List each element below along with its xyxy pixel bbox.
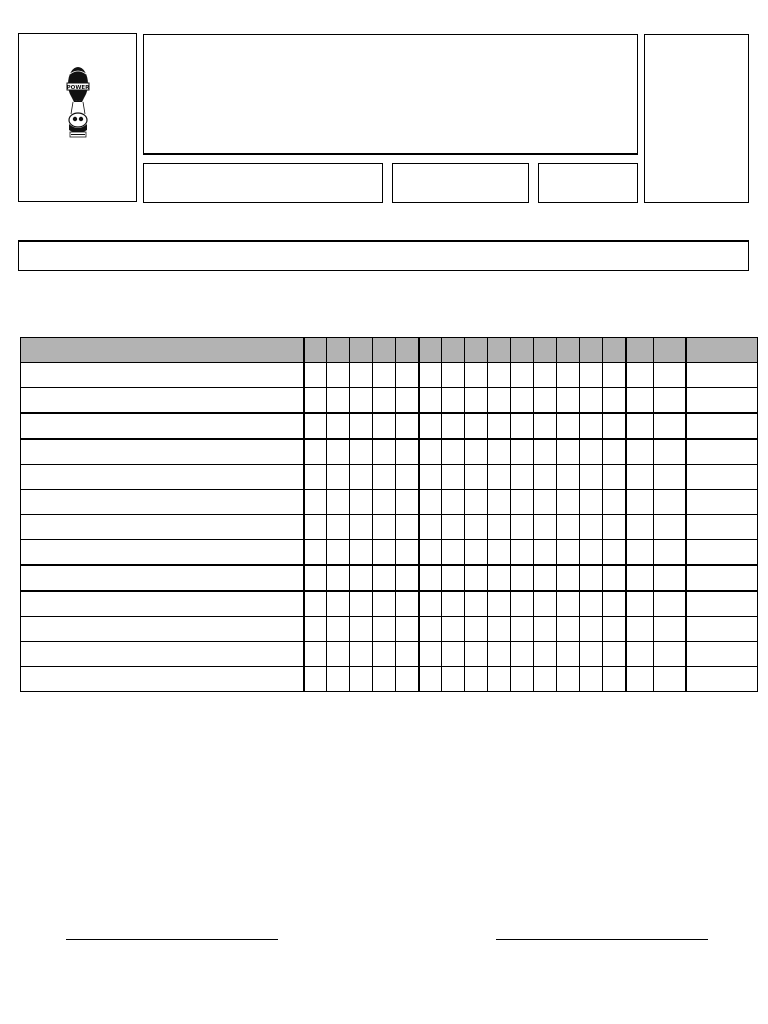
grid-cell[interactable] — [534, 565, 557, 591]
grid-table-wrapper — [20, 337, 755, 692]
column-header-3 — [327, 338, 350, 363]
table-row — [21, 565, 758, 591]
grid-cell[interactable] — [654, 490, 686, 515]
grid-cell[interactable] — [626, 667, 654, 692]
grid-cell[interactable] — [396, 667, 419, 692]
grid-cell[interactable] — [686, 363, 758, 388]
grid-cell[interactable] — [511, 642, 534, 667]
grid-cell[interactable] — [580, 413, 603, 439]
grid-cell[interactable] — [442, 439, 465, 465]
grid-cell[interactable] — [350, 413, 373, 439]
grid-cell[interactable] — [686, 565, 758, 591]
table-row — [21, 465, 758, 490]
column-header-7 — [419, 338, 442, 363]
grid-cell[interactable] — [686, 413, 758, 439]
grid-cell[interactable] — [327, 642, 350, 667]
grid-cell[interactable] — [442, 565, 465, 591]
banner-box[interactable] — [18, 240, 749, 271]
grid-cell[interactable] — [534, 617, 557, 642]
title-box — [143, 34, 638, 155]
grid-cell[interactable] — [396, 413, 419, 439]
grid-cell[interactable] — [373, 465, 396, 490]
grid-cell[interactable] — [557, 363, 580, 388]
grid-cell[interactable] — [580, 439, 603, 465]
grid-cell[interactable] — [350, 591, 373, 617]
grid-cell[interactable] — [465, 388, 488, 414]
grid-cell[interactable] — [304, 465, 327, 490]
grid-cell[interactable] — [511, 413, 534, 439]
grid-cell[interactable] — [654, 667, 686, 692]
grid-cell[interactable] — [580, 667, 603, 692]
grid-cell[interactable] — [534, 515, 557, 540]
grid-cell[interactable] — [534, 363, 557, 388]
row-label-cell[interactable] — [21, 439, 304, 465]
table-row — [21, 591, 758, 617]
grid-cell[interactable] — [442, 465, 465, 490]
grid-cell[interactable] — [534, 642, 557, 667]
grid-cell[interactable] — [534, 667, 557, 692]
grid-cell[interactable] — [419, 540, 442, 566]
grid-cell[interactable] — [557, 617, 580, 642]
grid-cell[interactable] — [373, 388, 396, 414]
grid-cell[interactable] — [686, 591, 758, 617]
grid-cell[interactable] — [304, 439, 327, 465]
column-header-13 — [557, 338, 580, 363]
grid-cell[interactable] — [350, 439, 373, 465]
grid-cell[interactable] — [488, 565, 511, 591]
grid-cell[interactable] — [396, 642, 419, 667]
grid-cell[interactable] — [373, 565, 396, 591]
logo-text: POWER — [66, 85, 90, 91]
grid-cell[interactable] — [488, 540, 511, 566]
column-header-11 — [511, 338, 534, 363]
grid-cell[interactable] — [603, 490, 626, 515]
grid-cell[interactable] — [465, 540, 488, 566]
grid-cell[interactable] — [488, 465, 511, 490]
grid-cell[interactable] — [442, 388, 465, 414]
grid-cell[interactable] — [442, 667, 465, 692]
grid-cell[interactable] — [654, 515, 686, 540]
grid-cell[interactable] — [465, 439, 488, 465]
grid-cell[interactable] — [419, 591, 442, 617]
grid-cell[interactable] — [327, 413, 350, 439]
grid-cell[interactable] — [327, 540, 350, 566]
field-box-1[interactable] — [143, 163, 383, 203]
grid-cell[interactable] — [534, 490, 557, 515]
grid-cell[interactable] — [396, 363, 419, 388]
grid-cell[interactable] — [511, 540, 534, 566]
column-header-16 — [626, 338, 654, 363]
grid-cell[interactable] — [442, 540, 465, 566]
grid-cell[interactable] — [304, 515, 327, 540]
grid-cell[interactable] — [557, 540, 580, 566]
grid-cell[interactable] — [511, 490, 534, 515]
grid-cell[interactable] — [304, 388, 327, 414]
grid-cell[interactable] — [442, 490, 465, 515]
grid-cell[interactable] — [327, 565, 350, 591]
grid-cell[interactable] — [654, 465, 686, 490]
grid-cell[interactable] — [580, 388, 603, 414]
grid-cell[interactable] — [580, 591, 603, 617]
row-label-cell[interactable] — [21, 565, 304, 591]
grid-cell[interactable] — [488, 490, 511, 515]
grid-cell[interactable] — [304, 565, 327, 591]
grid-cell[interactable] — [603, 465, 626, 490]
grid-cell[interactable] — [465, 515, 488, 540]
grid-cell[interactable] — [419, 490, 442, 515]
row-label-cell[interactable] — [21, 465, 304, 490]
table-row — [21, 363, 758, 388]
grid-cell[interactable] — [488, 388, 511, 414]
grid-cell[interactable] — [304, 363, 327, 388]
grid-cell[interactable] — [686, 540, 758, 566]
grid-cell[interactable] — [396, 515, 419, 540]
grid-cell[interactable] — [534, 413, 557, 439]
column-header-1 — [21, 338, 304, 363]
grid-cell[interactable] — [373, 617, 396, 642]
row-label-cell[interactable] — [21, 540, 304, 566]
grid-cell[interactable] — [511, 515, 534, 540]
grid-cell[interactable] — [511, 465, 534, 490]
grid-cell[interactable] — [350, 565, 373, 591]
grid-cell[interactable] — [654, 363, 686, 388]
table-row — [21, 388, 758, 414]
grid-cell[interactable] — [626, 363, 654, 388]
grid-cell[interactable] — [580, 515, 603, 540]
column-header-14 — [580, 338, 603, 363]
grid-cell[interactable] — [580, 565, 603, 591]
grid-cell[interactable] — [488, 439, 511, 465]
grid-cell[interactable] — [396, 591, 419, 617]
grid-cell[interactable] — [557, 642, 580, 667]
column-header-18 — [686, 338, 758, 363]
grid-cell[interactable] — [580, 363, 603, 388]
row-label-cell[interactable] — [21, 617, 304, 642]
grid-cell[interactable] — [557, 465, 580, 490]
field-box-3[interactable] — [538, 163, 638, 203]
grid-cell[interactable] — [350, 388, 373, 414]
grid-cell[interactable] — [373, 490, 396, 515]
grid-cell[interactable] — [603, 515, 626, 540]
grid-cell[interactable] — [511, 388, 534, 414]
grid-cell[interactable] — [465, 642, 488, 667]
grid-cell[interactable] — [304, 642, 327, 667]
grid-cell[interactable] — [396, 439, 419, 465]
grid-cell[interactable] — [603, 642, 626, 667]
grid-cell[interactable] — [557, 490, 580, 515]
grid-cell[interactable] — [396, 617, 419, 642]
grid-cell[interactable] — [511, 363, 534, 388]
grid-cell[interactable] — [465, 413, 488, 439]
grid-cell[interactable] — [654, 413, 686, 439]
grid-cell[interactable] — [327, 388, 350, 414]
grid-cell[interactable] — [654, 388, 686, 414]
grid-cell[interactable] — [488, 667, 511, 692]
grid-cell[interactable] — [654, 617, 686, 642]
grid-cell[interactable] — [419, 667, 442, 692]
grid-cell[interactable] — [373, 515, 396, 540]
grid-cell[interactable] — [626, 617, 654, 642]
row-label-cell[interactable] — [21, 667, 304, 692]
grid-cell[interactable] — [327, 465, 350, 490]
grid-cell[interactable] — [304, 413, 327, 439]
grid-cell[interactable] — [603, 667, 626, 692]
grid-cell[interactable] — [557, 565, 580, 591]
grid-cell[interactable] — [686, 439, 758, 465]
grid-cell[interactable] — [603, 388, 626, 414]
grid-cell[interactable] — [465, 617, 488, 642]
row-label-cell[interactable] — [21, 591, 304, 617]
grid-cell[interactable] — [511, 591, 534, 617]
grid-cell[interactable] — [511, 439, 534, 465]
grid-cell[interactable] — [580, 540, 603, 566]
table-row — [21, 667, 758, 692]
grid-cell[interactable] — [396, 565, 419, 591]
grid-cell[interactable] — [557, 388, 580, 414]
grid-cell[interactable] — [373, 439, 396, 465]
grid-cell[interactable] — [304, 540, 327, 566]
grid-cell[interactable] — [686, 617, 758, 642]
column-header-2 — [304, 338, 327, 363]
grid-cell[interactable] — [373, 540, 396, 566]
grid-cell[interactable] — [511, 667, 534, 692]
grid-cell[interactable] — [396, 490, 419, 515]
grid-cell[interactable] — [626, 465, 654, 490]
grid-cell[interactable] — [350, 617, 373, 642]
grid-cell[interactable] — [626, 540, 654, 566]
grid-cell[interactable] — [557, 439, 580, 465]
row-label-cell[interactable] — [21, 642, 304, 667]
grid-cell[interactable] — [442, 591, 465, 617]
grid-cell[interactable] — [350, 490, 373, 515]
column-header-15 — [603, 338, 626, 363]
row-label-cell[interactable] — [21, 515, 304, 540]
grid-cell[interactable] — [350, 667, 373, 692]
grid-cell[interactable] — [327, 363, 350, 388]
grid-cell[interactable] — [626, 591, 654, 617]
grid-cell[interactable] — [419, 515, 442, 540]
grid-cell[interactable] — [327, 439, 350, 465]
grid-cell[interactable] — [419, 363, 442, 388]
grid-cell[interactable] — [686, 642, 758, 667]
grid-cell[interactable] — [534, 439, 557, 465]
grid-cell[interactable] — [654, 439, 686, 465]
grid-cell[interactable] — [626, 515, 654, 540]
grid-cell[interactable] — [419, 465, 442, 490]
table-header-row — [21, 338, 758, 363]
table-row — [21, 413, 758, 439]
grid-cell[interactable] — [511, 617, 534, 642]
grid-cell[interactable] — [419, 642, 442, 667]
grid-cell[interactable] — [488, 642, 511, 667]
grid-cell[interactable] — [488, 515, 511, 540]
table-row — [21, 617, 758, 642]
grid-cell[interactable] — [396, 388, 419, 414]
grid-cell[interactable] — [534, 465, 557, 490]
table-row — [21, 490, 758, 515]
grid-cell[interactable] — [419, 617, 442, 642]
grid-cell[interactable] — [488, 591, 511, 617]
grid-cell[interactable] — [350, 515, 373, 540]
grid-cell[interactable] — [603, 439, 626, 465]
grid-cell[interactable] — [465, 363, 488, 388]
column-header-4 — [350, 338, 373, 363]
table-row — [21, 515, 758, 540]
grid-cell[interactable] — [304, 617, 327, 642]
grid-cell[interactable] — [557, 515, 580, 540]
grid-cell[interactable] — [373, 413, 396, 439]
grid-cell[interactable] — [350, 363, 373, 388]
grid-cell[interactable] — [350, 465, 373, 490]
grid-cell[interactable] — [304, 667, 327, 692]
signature-line-right[interactable] — [496, 939, 708, 940]
grid-cell[interactable] — [465, 591, 488, 617]
grid-cell[interactable] — [534, 591, 557, 617]
row-label-cell[interactable] — [21, 490, 304, 515]
grid-cell[interactable] — [419, 388, 442, 414]
grid-cell[interactable] — [603, 540, 626, 566]
row-label-cell[interactable] — [21, 388, 304, 414]
grid-cell[interactable] — [304, 490, 327, 515]
column-header-9 — [465, 338, 488, 363]
grid-cell[interactable] — [654, 540, 686, 566]
grid-cell[interactable] — [580, 642, 603, 667]
grid-cell[interactable] — [442, 617, 465, 642]
grid-cell[interactable] — [465, 667, 488, 692]
grid-cell[interactable] — [626, 413, 654, 439]
grid-cell[interactable] — [327, 617, 350, 642]
grid-cell[interactable] — [327, 591, 350, 617]
grid-cell[interactable] — [511, 565, 534, 591]
grid-cell[interactable] — [686, 465, 758, 490]
grid-cell[interactable] — [327, 667, 350, 692]
column-header-6 — [396, 338, 419, 363]
grid-cell[interactable] — [396, 465, 419, 490]
grid-cell[interactable] — [327, 490, 350, 515]
grid-cell[interactable] — [350, 540, 373, 566]
column-header-17 — [654, 338, 686, 363]
grid-cell[interactable] — [419, 413, 442, 439]
field-box-2[interactable] — [392, 163, 529, 203]
row-label-cell[interactable] — [21, 363, 304, 388]
grid-cell[interactable] — [626, 642, 654, 667]
grid-cell[interactable] — [488, 413, 511, 439]
grid-cell[interactable] — [686, 388, 758, 414]
column-header-8 — [442, 338, 465, 363]
grid-cell[interactable] — [419, 439, 442, 465]
row-label-cell[interactable] — [21, 413, 304, 439]
corner-box — [644, 34, 749, 203]
grid-cell[interactable] — [580, 465, 603, 490]
grid-cell[interactable] — [442, 413, 465, 439]
grid-cell[interactable] — [350, 642, 373, 667]
grid-cell[interactable] — [580, 617, 603, 642]
grid-cell[interactable] — [626, 565, 654, 591]
grid-cell[interactable] — [465, 565, 488, 591]
grid-cell[interactable] — [557, 667, 580, 692]
grid-cell[interactable] — [442, 363, 465, 388]
grid-cell[interactable] — [534, 388, 557, 414]
grid-cell[interactable] — [465, 490, 488, 515]
grid-cell[interactable] — [557, 413, 580, 439]
column-header-12 — [534, 338, 557, 363]
grid-cell[interactable] — [686, 490, 758, 515]
grid-table — [20, 337, 758, 692]
logo-emblem — [58, 66, 98, 142]
grid-cell[interactable] — [442, 515, 465, 540]
grid-cell[interactable] — [626, 439, 654, 465]
grid-cell[interactable] — [419, 565, 442, 591]
grid-cell[interactable] — [626, 388, 654, 414]
grid-cell[interactable] — [442, 642, 465, 667]
grid-cell[interactable] — [686, 515, 758, 540]
signature-line-left[interactable] — [66, 939, 278, 940]
grid-cell[interactable] — [626, 490, 654, 515]
grid-cell[interactable] — [603, 413, 626, 439]
table-row — [21, 439, 758, 465]
grid-cell[interactable] — [603, 591, 626, 617]
grid-cell[interactable] — [603, 565, 626, 591]
grid-cell[interactable] — [686, 667, 758, 692]
table-row — [21, 540, 758, 566]
grid-cell[interactable] — [327, 515, 350, 540]
grid-cell[interactable] — [557, 591, 580, 617]
grid-cell[interactable] — [603, 617, 626, 642]
grid-cell[interactable] — [396, 540, 419, 566]
grid-cell[interactable] — [488, 363, 511, 388]
grid-cell[interactable] — [373, 363, 396, 388]
grid-cell[interactable] — [654, 591, 686, 617]
grid-cell[interactable] — [465, 465, 488, 490]
grid-cell[interactable] — [654, 642, 686, 667]
grid-cell[interactable] — [488, 617, 511, 642]
grid-cell[interactable] — [603, 363, 626, 388]
grid-cell[interactable] — [373, 591, 396, 617]
column-header-5 — [373, 338, 396, 363]
grid-cell[interactable] — [580, 490, 603, 515]
grid-cell[interactable] — [534, 540, 557, 566]
grid-cell[interactable] — [373, 667, 396, 692]
column-header-10 — [488, 338, 511, 363]
grid-cell[interactable] — [304, 591, 327, 617]
grid-cell[interactable] — [373, 642, 396, 667]
table-row — [21, 642, 758, 667]
grid-cell[interactable] — [654, 565, 686, 591]
